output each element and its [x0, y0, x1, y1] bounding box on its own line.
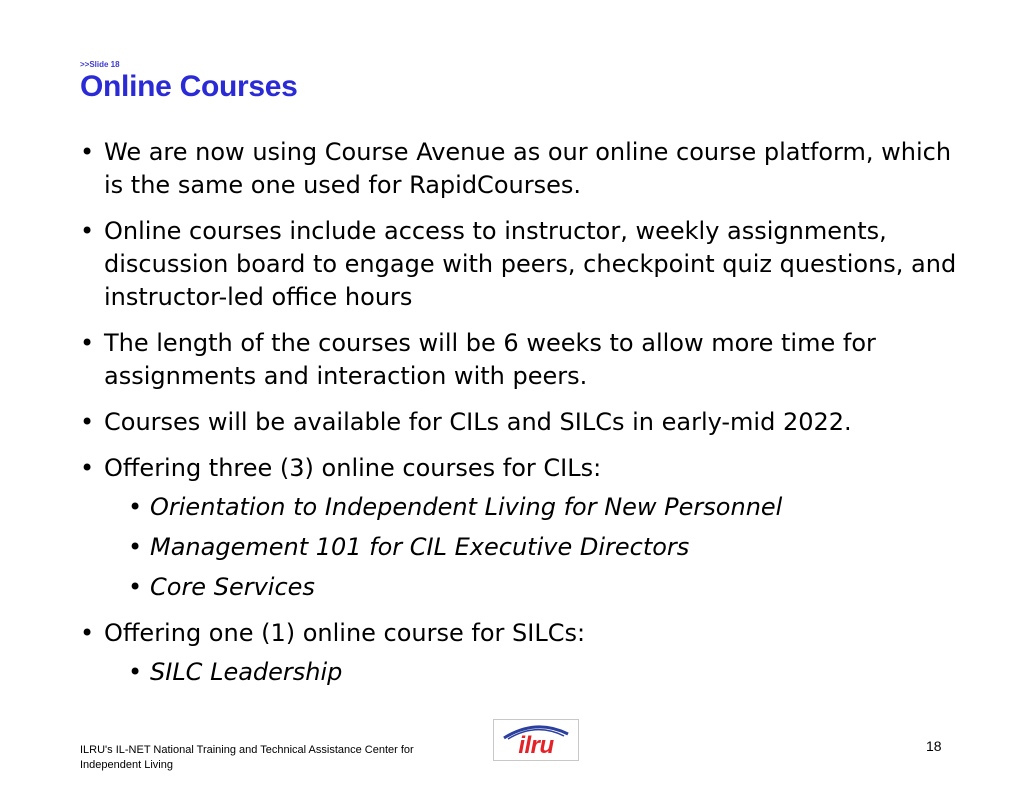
bullet-course-features: • Online courses include access to instructor, weekly assignments, discussion board to engage with peers, checkpoint quiz questions, and instructor-led office hours [78, 215, 958, 314]
page-number: 18 [926, 738, 942, 754]
footer-org-text: ILRU's IL-NET National Training and Technical Assistance Center for Independent Living [80, 744, 414, 771]
bullet-cil-offerings [78, 452, 958, 604]
silc-course-list [104, 656, 958, 689]
bullet-availability: • Courses will be available for CILs and SILCs in early-mid 2022. [78, 406, 958, 439]
bullet-course-length: • The length of the courses will be 6 weeks to allow more time for assignments and interaction with peers. [78, 327, 958, 393]
cil-course-item: • Core Services [104, 571, 958, 604]
silc-course-item: • SILC Leadership [104, 656, 958, 689]
cil-course-item: • Orientation to Independent Living for New Personnel [104, 491, 958, 524]
slide-title: Online Courses [80, 70, 298, 103]
bullet-cil-offerings-text: Offering three (3) online courses for CILs: [104, 454, 602, 482]
bullet-platform: • We are now using Course Avenue as our online course platform, which is the same one used for RapidCourses. [78, 136, 958, 202]
slide-label: >>Slide 18 [80, 60, 120, 69]
bullet-silc-offerings-text: Offering one (1) online course for SILCs: [104, 619, 586, 647]
logo-text: ilru [518, 732, 554, 759]
bullet-silc-offerings [78, 617, 958, 689]
slide-content [78, 136, 958, 702]
cil-course-list [104, 491, 958, 604]
cil-course-item: • Management 101 for CIL Executive Directors [104, 531, 958, 564]
ilru-logo [493, 719, 579, 761]
